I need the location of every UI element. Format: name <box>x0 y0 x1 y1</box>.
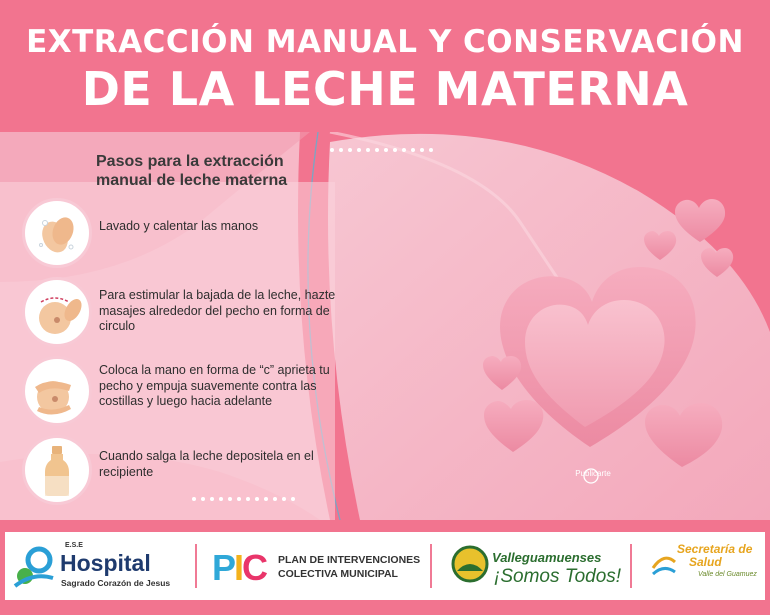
secretaria-line-3: Valle del Guamuez <box>698 571 757 578</box>
watermark-text: Publicarte <box>575 469 611 478</box>
step-3-text: Coloca la mano en forma de “c” aprieta tu pecho y empuja suavemente contra las costillas y luego hacia adelante <box>99 363 330 408</box>
dots-decoration-top <box>330 148 438 154</box>
step-1-text: Lavado y calentar las manos <box>99 219 259 233</box>
secretaria-logo-icon <box>649 548 679 582</box>
footer-separator-3 <box>630 544 632 588</box>
steps-title: Pasos para la extracción manual de leche materna <box>96 153 288 189</box>
step-4 <box>22 435 362 505</box>
bottle-icon <box>22 435 92 505</box>
valle-logo-icon <box>451 545 489 583</box>
footer-separator-1 <box>195 544 197 588</box>
valle-line-1: Valleguamuenses <box>492 550 602 565</box>
step-2 <box>22 277 362 347</box>
pic-line-2: COLECTIVA MUNICIPAL <box>278 568 398 580</box>
hospital-name: Hospital <box>60 550 151 576</box>
secretaria-line-1: Secretaría de <box>677 542 753 556</box>
secretaria-line-2: Salud <box>689 555 722 569</box>
c-shape-hand-icon <box>22 356 92 426</box>
main-panel <box>0 132 770 520</box>
title-line-2: DE LA LECHE MATERNA <box>81 62 689 116</box>
breast-massage-icon <box>22 277 92 347</box>
hospital-subtitle: Sagrado Corazón de Jesus <box>61 578 171 588</box>
step-3 <box>22 356 362 426</box>
hands-washing-icon <box>22 198 92 268</box>
step-4-text: Cuando salga la leche depositela en el recipiente <box>99 449 314 479</box>
footer-separator-2 <box>430 544 432 588</box>
header-banner <box>0 0 770 132</box>
footer <box>0 520 770 615</box>
footer-logos-bar <box>5 532 765 600</box>
valle-line-2: ¡Somos Todos! <box>494 566 622 587</box>
pic-logo: PIC <box>212 547 267 588</box>
pic-line-1: PLAN DE INTERVENCIONES <box>278 554 421 566</box>
step-2-text: Para estimular la bajada de la leche, hazte masajes alrededor del pecho en forma de circulo <box>99 288 336 333</box>
hospital-logo-icon <box>13 542 57 590</box>
hospital-prefix: E.S.E <box>65 542 83 549</box>
step-1 <box>22 198 362 268</box>
title-line-1: EXTRACCIÓN MANUAL Y CONSERVACIÓN <box>26 24 744 60</box>
dots-decoration-bottom <box>192 497 300 503</box>
